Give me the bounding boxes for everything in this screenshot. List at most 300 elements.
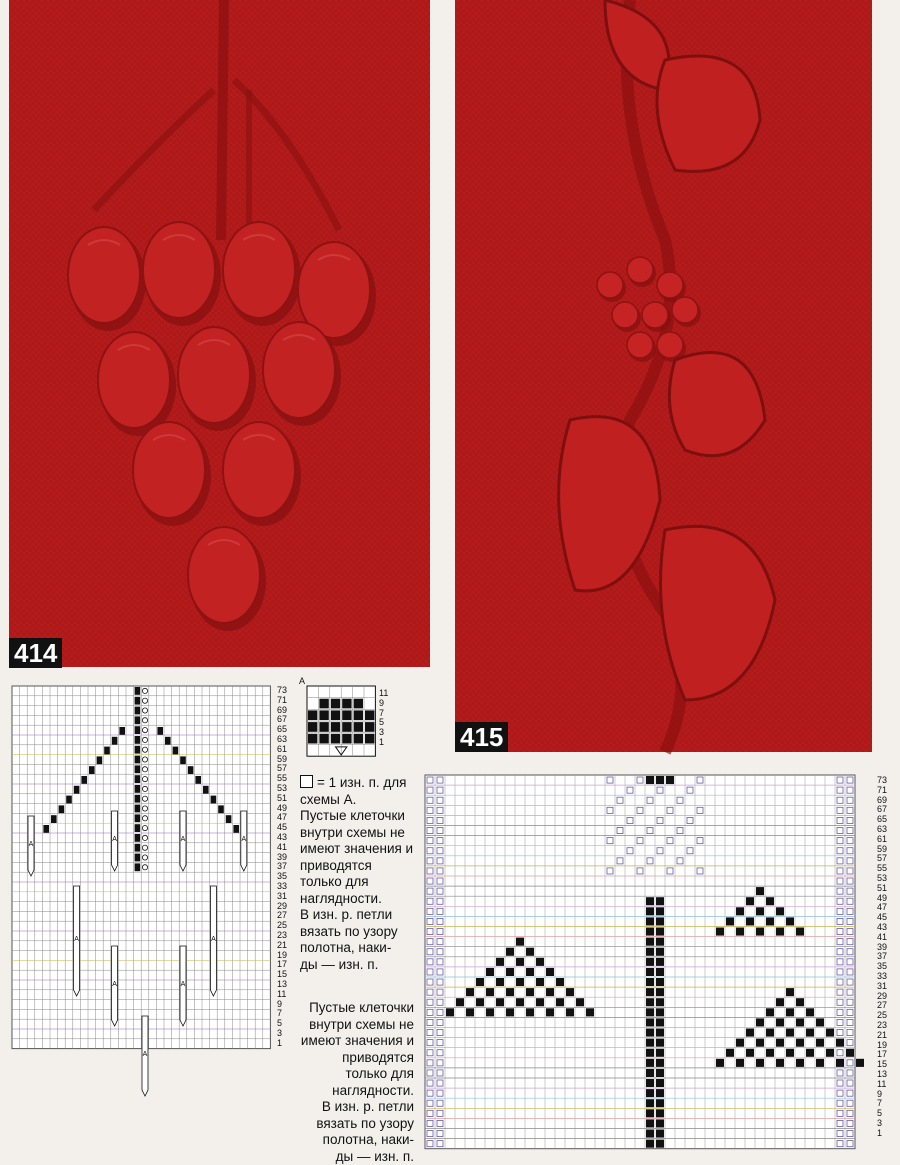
row-number: 15 <box>877 1059 887 1069</box>
stem-cell <box>656 1059 664 1067</box>
leaf-cell <box>786 1008 794 1016</box>
stem-cell <box>646 1039 654 1047</box>
cell-dark <box>135 775 141 783</box>
leaf-cell <box>766 897 774 905</box>
cell-dark <box>354 710 363 720</box>
decrease-cell <box>195 776 201 784</box>
pattern-number-415: 415 <box>455 722 508 752</box>
leaf-cell <box>536 958 544 966</box>
pattern-number-414: 414 <box>9 638 62 668</box>
row-number: 9 <box>379 698 388 708</box>
decrease-cell <box>180 756 186 764</box>
leaf-cell <box>506 988 514 996</box>
decrease-cell <box>218 805 224 813</box>
cell-dark <box>135 854 141 862</box>
cell-dark <box>666 776 674 784</box>
row-number: 5 <box>877 1108 887 1118</box>
berry <box>627 332 653 358</box>
stem-cell <box>646 1069 654 1077</box>
decrease-cell <box>233 825 239 833</box>
cell-dark <box>135 756 141 764</box>
row-number: 35 <box>877 961 887 971</box>
leaf-cell <box>726 917 734 925</box>
stem-cell <box>646 1130 654 1138</box>
leaf-cell <box>736 928 744 936</box>
legend-line: вязать по узору <box>300 924 420 941</box>
row-number: 51 <box>277 794 287 804</box>
stem-cell <box>646 1109 654 1117</box>
chart-414 <box>12 686 274 1048</box>
stem-cell <box>646 978 654 986</box>
leaf-cell <box>786 917 794 925</box>
leaf-cell <box>446 1008 454 1016</box>
legend-line: Пустые клеточки <box>300 808 420 825</box>
stem-cell <box>646 1008 654 1016</box>
cell-dark <box>331 699 340 709</box>
leaf-cell <box>806 1008 814 1016</box>
cell-dark <box>135 785 141 793</box>
row-number: 9 <box>277 1000 287 1010</box>
leaf-cell <box>526 948 534 956</box>
leaf-cell <box>816 1039 824 1047</box>
row-number: 3 <box>277 1029 287 1039</box>
leaf-cell <box>806 1029 814 1037</box>
leaf-cell <box>486 968 494 976</box>
row-number: 43 <box>277 833 287 843</box>
leaf-cell <box>846 1049 854 1057</box>
bobble-letter: A <box>112 981 117 988</box>
cell-dark <box>319 699 328 709</box>
leaf-cell <box>776 1018 784 1026</box>
cell-dark <box>365 722 374 732</box>
cell-dark <box>308 734 317 744</box>
row-number: 15 <box>277 970 287 980</box>
stem-cell <box>656 1119 664 1127</box>
chart-415 <box>425 775 855 1149</box>
leaf-cell <box>516 938 524 946</box>
grape <box>68 227 140 323</box>
leaf-cell <box>796 998 804 1006</box>
legend-line: полотна, наки- <box>282 1132 414 1149</box>
chart-414-row-numbers <box>277 686 287 1048</box>
bobble-letter: A <box>29 841 34 848</box>
row-number: 71 <box>877 785 887 795</box>
legend-bottom <box>282 1000 414 1165</box>
chart-415-background <box>425 775 855 1149</box>
decrease-cell <box>89 766 95 774</box>
stem-cell <box>656 1109 664 1117</box>
bobble-letter: A <box>211 936 216 943</box>
leaf-cell <box>746 897 754 905</box>
leaf-cell <box>776 907 784 915</box>
cell-dark <box>342 734 351 744</box>
row-number: 23 <box>277 931 287 941</box>
decrease-cell <box>112 737 118 745</box>
row-number: 71 <box>277 696 287 706</box>
row-number: 55 <box>277 774 287 784</box>
leaf-cell <box>736 1059 744 1067</box>
cell-dark <box>135 795 141 803</box>
leaf-cell <box>536 998 544 1006</box>
leaf-cell <box>806 1049 814 1057</box>
leaf-cell <box>746 1029 754 1037</box>
grape-cluster-knit-image <box>9 0 430 667</box>
row-number: 35 <box>277 872 287 882</box>
legend-line: имеют значения и <box>300 841 420 858</box>
bobble-letter: A <box>181 836 186 843</box>
row-number: 67 <box>877 804 887 814</box>
leaf-cell <box>586 1008 594 1016</box>
leaf-cell <box>466 1008 474 1016</box>
stem-cell <box>656 1029 664 1037</box>
row-number: 43 <box>877 922 887 932</box>
row-number: 41 <box>877 932 887 942</box>
row-number: 65 <box>877 814 887 824</box>
cell-dark <box>308 722 317 732</box>
row-number: 25 <box>277 921 287 931</box>
stem-cell <box>646 958 654 966</box>
decrease-cell <box>51 815 57 823</box>
leaf-cell <box>546 1008 554 1016</box>
decrease-cell <box>74 786 80 794</box>
chart-a-label: A <box>299 676 305 686</box>
stem-cell <box>646 988 654 996</box>
row-number: 45 <box>277 823 287 833</box>
row-number: 17 <box>277 960 287 970</box>
legend-line: В изн. р. петли <box>282 1099 414 1116</box>
row-number: 27 <box>877 1000 887 1010</box>
row-number: 61 <box>877 834 887 844</box>
cell-dark <box>135 814 141 822</box>
row-number: 1 <box>277 1039 287 1049</box>
cell-dark <box>135 746 141 754</box>
row-number: 57 <box>877 853 887 863</box>
stem-cell <box>646 1018 654 1026</box>
leaf-cell <box>506 968 514 976</box>
leaf-cell <box>776 1059 784 1067</box>
cell-dark <box>656 776 664 784</box>
bobble-letter: A <box>74 936 79 943</box>
grape <box>98 332 170 428</box>
leaf-cell <box>796 928 804 936</box>
cell-dark <box>342 699 351 709</box>
stem-cell <box>646 938 654 946</box>
stem-cell <box>656 1049 664 1057</box>
leaf-cell <box>766 1029 774 1037</box>
leaf-cell <box>756 1039 764 1047</box>
decrease-cell <box>173 747 179 755</box>
row-number: 47 <box>877 902 887 912</box>
leaf-cell <box>766 1008 774 1016</box>
row-number: 7 <box>379 708 388 718</box>
cell-dark <box>646 776 654 784</box>
leaf-cell <box>796 1018 804 1026</box>
leaf-cell <box>516 978 524 986</box>
decrease-cell <box>165 737 171 745</box>
chart-414-grid <box>12 686 274 1048</box>
row-number: 5 <box>379 717 388 727</box>
stem-cell <box>656 1079 664 1087</box>
leaf-cell <box>726 1049 734 1057</box>
cell-dark <box>331 722 340 732</box>
decrease-cell <box>188 766 194 774</box>
stem-cell <box>656 1140 664 1148</box>
photo-415-leaf-vine <box>455 0 872 752</box>
legend-line: Пустые клеточки <box>282 1000 414 1017</box>
leaf-cell <box>736 907 744 915</box>
row-number: 55 <box>877 863 887 873</box>
chart-415-grid <box>425 775 855 1149</box>
chart-415-row-numbers <box>877 775 887 1137</box>
decrease-cell <box>211 796 217 804</box>
leaf-cell <box>476 998 484 1006</box>
berry <box>597 272 623 298</box>
cell-dark <box>135 707 141 715</box>
leaf-cell <box>576 998 584 1006</box>
row-number: 11 <box>877 1079 887 1089</box>
row-number: 23 <box>877 1020 887 1030</box>
berry <box>672 297 698 323</box>
leaf-cell <box>496 958 504 966</box>
leaf-cell <box>796 1039 804 1047</box>
row-number: 51 <box>877 883 887 893</box>
row-number: 59 <box>277 755 287 765</box>
leaf-cell <box>776 1039 784 1047</box>
decrease-cell <box>97 756 103 764</box>
leaf-cell <box>746 1049 754 1057</box>
stem-cell <box>646 1049 654 1057</box>
row-number: 5 <box>277 1019 287 1029</box>
row-number: 31 <box>277 892 287 902</box>
stem-cell <box>646 897 654 905</box>
row-number: 1 <box>379 737 388 747</box>
stem-cell <box>656 968 664 976</box>
leaf-cell <box>526 968 534 976</box>
row-number: 65 <box>277 725 287 735</box>
leaf-cell <box>826 1029 834 1037</box>
cell-dark <box>135 824 141 832</box>
row-number: 69 <box>877 795 887 805</box>
berry <box>642 302 668 328</box>
leaf-cell <box>816 1059 824 1067</box>
row-number: 21 <box>277 941 287 951</box>
row-number: 73 <box>277 686 287 696</box>
leaf-cell <box>786 1029 794 1037</box>
leaf-cell <box>836 1039 844 1047</box>
leaf-cell <box>546 968 554 976</box>
leaf-cell <box>786 1049 794 1057</box>
stem-cell <box>646 1059 654 1067</box>
chart-a <box>307 686 377 756</box>
legend-line: приводятся <box>300 858 420 875</box>
stem-cell <box>656 1089 664 1097</box>
leaf-cell <box>566 1008 574 1016</box>
cell-dark <box>135 736 141 744</box>
cell-dark <box>135 687 141 695</box>
row-number: 7 <box>877 1098 887 1108</box>
row-number: 53 <box>877 873 887 883</box>
row-number: 1 <box>877 1128 887 1138</box>
row-number: 61 <box>277 745 287 755</box>
cell-dark <box>308 710 317 720</box>
row-number: 49 <box>277 804 287 814</box>
leaf-cell <box>516 998 524 1006</box>
stem-cell <box>656 907 664 915</box>
decrease-cell <box>203 786 209 794</box>
stem-cell <box>646 1079 654 1087</box>
berry <box>657 272 683 298</box>
stem-cell <box>656 928 664 936</box>
leaf-cell <box>556 978 564 986</box>
leaf-cell <box>816 1018 824 1026</box>
cell-dark <box>354 734 363 744</box>
stem-cell <box>656 897 664 905</box>
main-stem <box>221 0 224 240</box>
row-number: 73 <box>877 775 887 785</box>
stem-cell <box>656 998 664 1006</box>
cell-dark <box>319 734 328 744</box>
leaf-cell <box>526 1008 534 1016</box>
grape <box>143 222 215 318</box>
row-number: 33 <box>277 882 287 892</box>
cell-dark <box>319 710 328 720</box>
stem-cell <box>656 948 664 956</box>
legend-top <box>300 775 420 973</box>
leaf-cell <box>776 998 784 1006</box>
leaf-cell <box>476 978 484 986</box>
stem-cell <box>656 1069 664 1077</box>
cell-dark <box>135 834 141 842</box>
leaf-cell <box>746 917 754 925</box>
leaf-cell <box>456 998 464 1006</box>
cell-dark <box>331 710 340 720</box>
leaf-cell <box>556 998 564 1006</box>
leaf-cell <box>486 1008 494 1016</box>
berry <box>657 332 683 358</box>
row-number: 9 <box>877 1089 887 1099</box>
row-number: 13 <box>877 1069 887 1079</box>
legend-line: наглядности. <box>282 1083 414 1100</box>
cell-dark <box>135 765 141 773</box>
decrease-cell <box>226 815 232 823</box>
legend-line: только для <box>300 874 420 891</box>
row-number: 49 <box>877 893 887 903</box>
stem-cell <box>646 998 654 1006</box>
cell-dark <box>331 734 340 744</box>
row-number: 11 <box>379 688 388 698</box>
row-number: 69 <box>277 706 287 716</box>
stem-cell <box>656 938 664 946</box>
decrease-cell <box>81 776 87 784</box>
row-number: 3 <box>379 727 388 737</box>
cell-dark <box>135 716 141 724</box>
stem-cell <box>656 988 664 996</box>
legend-line: ды — изн. п. <box>282 1149 414 1165</box>
grape <box>263 322 335 418</box>
cell-dark <box>319 722 328 732</box>
stem-cell <box>646 1140 654 1148</box>
stem-cell <box>656 1039 664 1047</box>
berry <box>627 257 653 283</box>
grape <box>133 422 205 518</box>
stem-cell <box>646 907 654 915</box>
row-number: 25 <box>877 1010 887 1020</box>
cell-dark <box>342 722 351 732</box>
leaf-cell <box>826 1049 834 1057</box>
legend-top-text <box>300 808 420 973</box>
leaf-cell <box>756 887 764 895</box>
legend-line: приводятся <box>282 1050 414 1067</box>
bobble-letter: A <box>143 1051 148 1058</box>
grape <box>188 527 260 623</box>
row-number: 3 <box>877 1118 887 1128</box>
leaf-cell <box>496 978 504 986</box>
empty-cell-symbol-icon <box>300 775 313 788</box>
legend-line: вязать по узору <box>282 1116 414 1133</box>
leaf-cell <box>756 1059 764 1067</box>
legend-symbol-line <box>300 775 420 808</box>
bobble-letter: A <box>181 981 186 988</box>
grape <box>223 222 295 318</box>
decrease-cell <box>104 747 110 755</box>
leaf-cell <box>756 1018 764 1026</box>
row-number: 63 <box>877 824 887 834</box>
bobble-letter: A <box>112 836 117 843</box>
legend-line: ды — изн. п. <box>300 957 420 974</box>
row-number: 67 <box>277 715 287 725</box>
row-number: 17 <box>877 1049 887 1059</box>
row-number: 39 <box>277 853 287 863</box>
cell-dark <box>135 863 141 871</box>
row-number: 31 <box>877 981 887 991</box>
photo-414-grape-cluster <box>9 0 430 667</box>
stem-cell <box>656 978 664 986</box>
leaf-cell <box>756 928 764 936</box>
row-number: 33 <box>877 971 887 981</box>
leaf-cell <box>716 928 724 936</box>
decrease-cell <box>66 796 72 804</box>
legend-line: внутри схемы не <box>282 1017 414 1034</box>
cell-dark <box>135 697 141 705</box>
stem-cell <box>656 1130 664 1138</box>
cell-dark <box>135 805 141 813</box>
row-number: 47 <box>277 813 287 823</box>
legend-line: В изн. р. петли <box>300 907 420 924</box>
stem-cell <box>656 1099 664 1107</box>
leaf-cell <box>496 998 504 1006</box>
row-number: 27 <box>277 911 287 921</box>
stem-cell <box>646 1099 654 1107</box>
leaf-cell <box>506 948 514 956</box>
legend-line: имеют значения и <box>282 1033 414 1050</box>
row-number: 19 <box>277 951 287 961</box>
row-number: 37 <box>277 862 287 872</box>
row-number: 21 <box>877 1030 887 1040</box>
stem-cell <box>646 968 654 976</box>
leaf-cell <box>516 958 524 966</box>
row-number: 63 <box>277 735 287 745</box>
row-number: 53 <box>277 784 287 794</box>
row-number: 7 <box>277 1009 287 1019</box>
leaf-cell <box>776 928 784 936</box>
leaf-cell <box>836 1059 844 1067</box>
leaf-cell <box>766 917 774 925</box>
cell-dark <box>354 722 363 732</box>
decrease-cell <box>119 727 125 735</box>
leaf-cell <box>856 1059 864 1067</box>
row-number: 57 <box>277 764 287 774</box>
leaf-cell <box>566 988 574 996</box>
